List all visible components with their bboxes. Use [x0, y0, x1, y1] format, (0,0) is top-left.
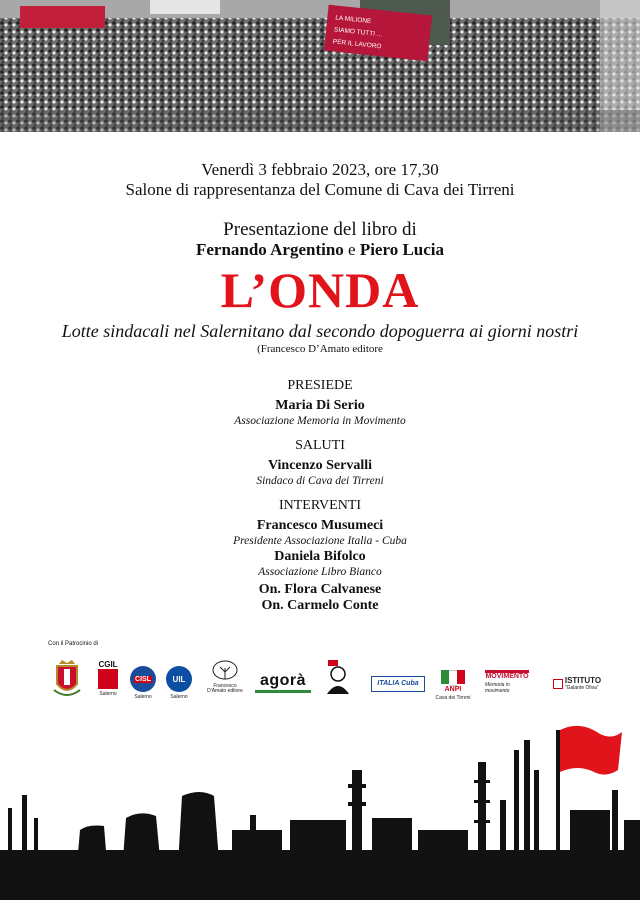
interventi-label: INTERVENTI	[278, 498, 362, 513]
crest-icon	[52, 660, 82, 700]
istituto-text: ISTITUTO	[564, 676, 602, 685]
book-publisher: (Francesco D’Amato editore	[257, 343, 383, 355]
presiede-name: Maria Di Serio	[275, 398, 365, 413]
istituto-icon	[553, 679, 563, 689]
saluti-name: Vincenzo Servalli	[267, 458, 373, 473]
event-date: Venerdì 3 febbraio 2023, ore 17,30	[201, 160, 439, 179]
movimento-caption: Memoria in movimento	[485, 682, 510, 694]
speaker-assoc: Presidente Associazione Italia - Cuba	[233, 535, 407, 547]
patrocinio-label: Con il Patrocinio di	[48, 641, 99, 647]
anpi-text: ANPI	[444, 686, 462, 693]
agora-underline	[255, 690, 311, 693]
cgil-caption: Salerno	[99, 691, 117, 697]
tree-icon	[210, 660, 240, 682]
book-intro: Presentazione del libro di	[223, 219, 417, 240]
presiede-label: PRESIEDE	[287, 378, 353, 393]
speaker-name: On. Carmelo Conte	[261, 598, 379, 613]
svg-text:LA MILIONE: LA MILIONE	[334, 14, 372, 26]
cisl-circle-icon: CISL	[130, 666, 156, 692]
skyline-silhouette	[0, 730, 640, 900]
book-subtitle: Lotte sindacali nel Salernitano dal secondo dopoguerra ai giorni nostri	[61, 321, 579, 341]
anpi-caption: Cava dei Tirreni	[435, 695, 471, 701]
svg-text:SIAMO TUTTI ...: SIAMO TUTTI ...	[333, 26, 383, 39]
speaker-assoc: Associazione Libro Bianco	[258, 566, 382, 578]
uil-caption: Salerno	[170, 694, 188, 700]
event-venue: Salone di rappresentanza del Comune di Cava dei Tirreni	[125, 180, 515, 199]
agora-text: agorà	[259, 672, 307, 689]
book-title: L’ONDA	[220, 262, 420, 318]
author-1: Fernando Argentino	[195, 240, 344, 259]
saluti-assoc: Sindaco di Cava dei Tirreni	[256, 475, 384, 487]
cgil-square-icon	[98, 669, 118, 689]
industrial-skyline	[0, 700, 640, 900]
italia-cuba-text: ITALIA Cuba	[371, 676, 425, 692]
portrait-icon	[325, 660, 351, 694]
movimento-text: MOVIMENTO	[485, 670, 528, 680]
speaker-name: Francesco Musumeci	[256, 518, 384, 533]
red-flag-icon	[560, 726, 622, 775]
speaker-name: On. Flora Calvanese	[258, 582, 382, 597]
istituto-sub: "Galante Oliva"	[564, 685, 599, 691]
presiede-assoc: Associazione Memoria in Movimento	[234, 415, 406, 427]
speaker-name: Daniela Bifolco	[274, 549, 366, 564]
author-2: Piero Lucia	[359, 240, 445, 259]
uil-circle-icon: UIL	[166, 666, 192, 692]
anpi-flag-icon	[441, 670, 465, 686]
book-authors	[0, 240, 640, 260]
author-join: e	[348, 240, 356, 259]
damato-caption: Francesco D'Amato editore	[207, 683, 243, 694]
svg-text:PER IL LAVORO: PER IL LAVORO	[332, 38, 382, 51]
cisl-caption: Salerno	[134, 694, 152, 700]
saluti-label: SALUTI	[295, 438, 345, 453]
crowd-photo	[0, 0, 640, 132]
cgil-text: CGIL	[98, 660, 118, 669]
